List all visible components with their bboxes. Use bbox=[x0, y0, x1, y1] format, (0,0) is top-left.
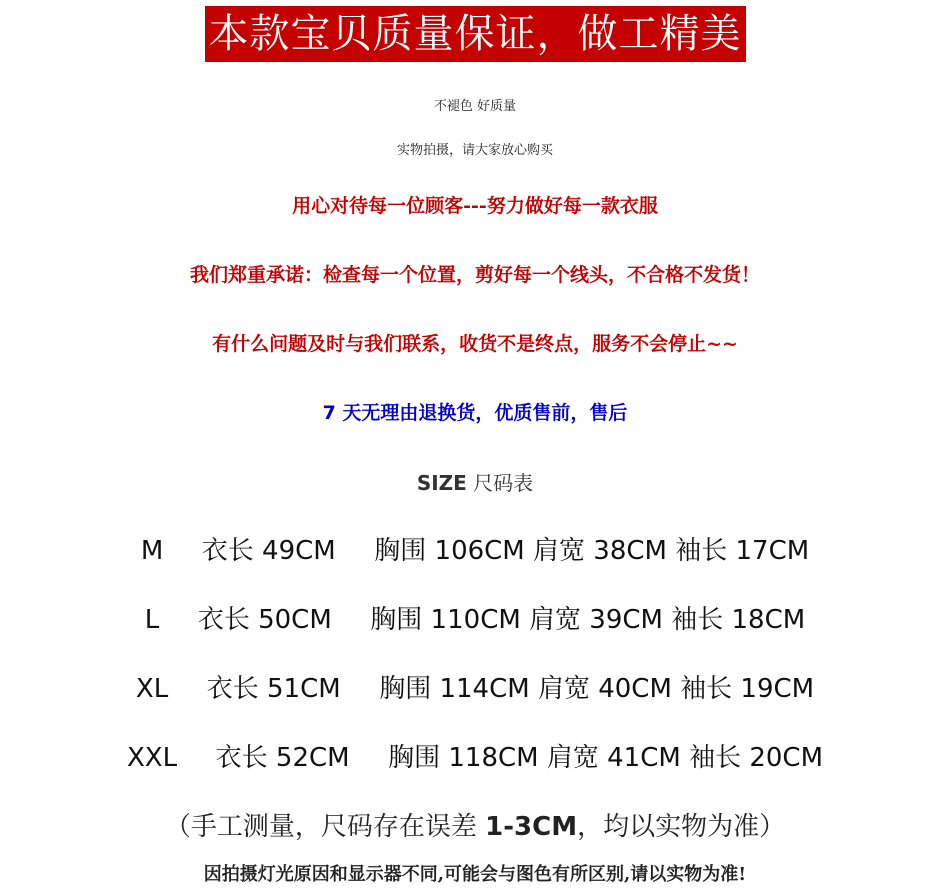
sleeve-value: 袖长 18CM bbox=[671, 605, 806, 635]
shoulder-value: 肩宽 40CM bbox=[537, 674, 672, 704]
size-row-m bbox=[0, 530, 950, 567]
chest-value: 胸围 118CM bbox=[388, 743, 539, 773]
banner-title: 本款宝贝质量保证，做工精美 bbox=[205, 6, 746, 62]
promise-line-service: 有什么问题及时与我们联系，收货不是终点，服务不会停止~~ bbox=[212, 333, 738, 355]
shoulder-value: 肩宽 41CM bbox=[546, 743, 681, 773]
chest-value: 胸围 110CM bbox=[370, 605, 521, 635]
note-suffix: ，均以实物为准） bbox=[577, 812, 786, 842]
note-range: 1-3CM bbox=[485, 812, 578, 842]
color-disclaimer: 因拍摄灯光原因和显示器不同,可能会与图色有所区别,请以实物为准! bbox=[203, 864, 747, 885]
returns-days: 7 bbox=[322, 402, 336, 424]
measurement-note bbox=[0, 806, 950, 843]
returns-text: 天无理由退换货，优质售前，售后 bbox=[335, 402, 628, 424]
size-row-xl bbox=[0, 668, 950, 705]
size-label: M bbox=[140, 536, 164, 566]
sleeve-value: 袖长 20CM bbox=[689, 743, 823, 773]
length-value: 衣长 50CM bbox=[197, 605, 332, 635]
promise-line-customers: 用心对待每一位顾客---努力做好每一款衣服 bbox=[292, 195, 658, 217]
shoulder-value: 肩宽 39CM bbox=[529, 605, 663, 635]
size-row-xxl bbox=[0, 737, 950, 774]
size-row-l bbox=[0, 599, 950, 636]
size-label: L bbox=[144, 605, 160, 635]
chest-value: 胸围 114CM bbox=[379, 674, 530, 704]
size-title-en: SIZE bbox=[416, 471, 467, 495]
sleeve-value: 袖长 17CM bbox=[675, 536, 810, 566]
intro-photo-text: 实物拍摄，请大家放心购买 bbox=[396, 143, 553, 158]
size-label: XL bbox=[135, 674, 169, 704]
length-value: 衣长 52CM bbox=[215, 743, 350, 773]
length-value: 衣长 49CM bbox=[201, 536, 336, 566]
shoulder-value: 肩宽 38CM bbox=[533, 536, 667, 566]
returns-policy bbox=[0, 398, 950, 425]
size-title-cn: 尺码表 bbox=[466, 471, 534, 495]
length-value: 衣长 51CM bbox=[206, 674, 341, 704]
note-prefix: （手工测量，尺码存在误差 bbox=[164, 812, 486, 842]
size-chart-title bbox=[0, 467, 950, 496]
header-banner bbox=[0, 6, 950, 64]
promise-line-quality-check: 我们郑重承诺：检查每一个位置，剪好每一个线头，不合格不发货！ bbox=[189, 264, 760, 286]
chest-value: 胸围 106CM bbox=[374, 536, 525, 566]
size-label: XXL bbox=[127, 743, 178, 773]
intro-quality-text: 不褪色 好质量 bbox=[433, 99, 517, 114]
sleeve-value: 袖长 19CM bbox=[680, 674, 815, 704]
